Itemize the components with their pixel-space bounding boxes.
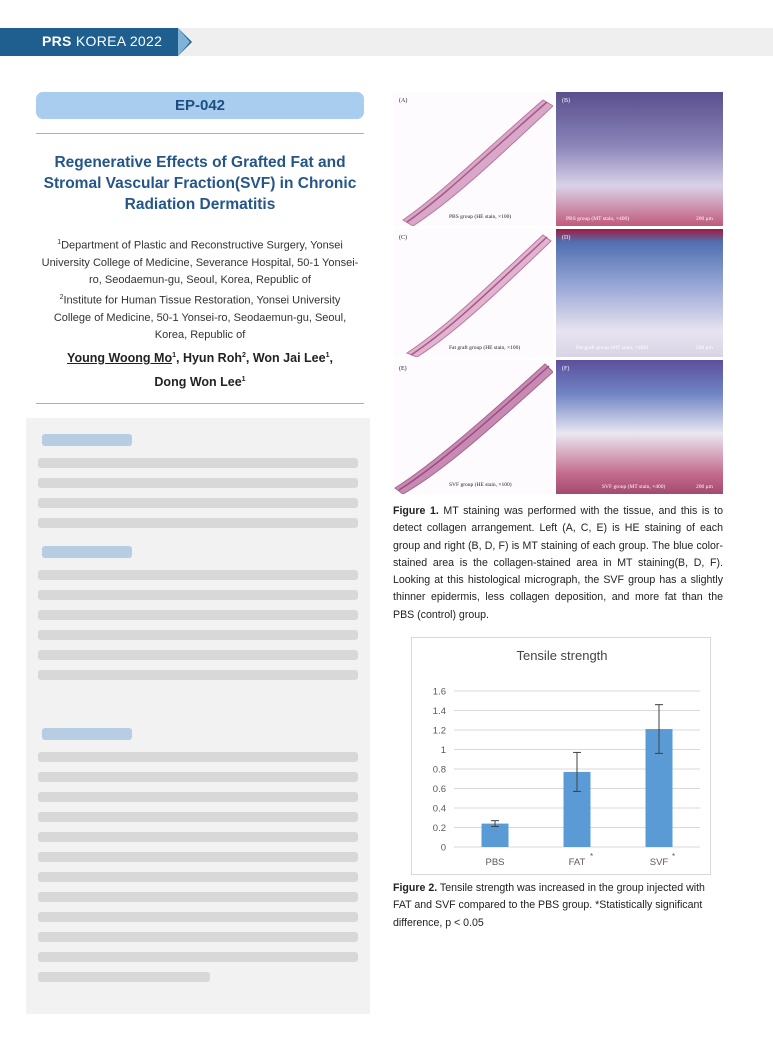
panel-caption: SVF group (HE stain, ×100)	[449, 482, 512, 488]
blurred-heading	[42, 728, 132, 740]
panel-label: (E)	[399, 366, 407, 372]
divider	[36, 133, 364, 134]
chevron-right-icon	[178, 28, 190, 56]
panel-caption: Fat graft group (MT stain, ×400)	[576, 345, 649, 351]
figure-caption-text: MT staining was performed with the tissue, and this is to detect collagen arrangement. Left (A, C, E) is HE staining of each group and right (B, D, F) is MT staining of each group. The blue color-stained area is the collagen-stained area in MT staining(B, D, F). Looking at this histological micrograph, the SVF group has a slightly thinner epidermis, less collagen deposition, and more fat than the PBS (control) group.	[393, 505, 723, 621]
tensile-strength-chart	[411, 637, 711, 875]
blurred-line	[38, 478, 358, 488]
panel-label: (D)	[562, 235, 571, 241]
panel-label: (F)	[562, 366, 570, 372]
blurred-line	[38, 872, 358, 882]
blurred-line	[38, 972, 210, 982]
blurred-line	[38, 458, 358, 468]
panel-caption: PBS group (HE stain, ×100)	[449, 214, 512, 220]
blurred-heading	[42, 434, 132, 446]
blurred-heading	[42, 546, 132, 558]
panel-caption: PBS group (MT stain, ×400)	[566, 216, 630, 222]
panel-caption: Fat graft group (HE stain, ×100)	[449, 345, 521, 351]
y-tick-label: 0.6	[432, 784, 446, 795]
affiliation-text: Institute for Human Tissue Restoration, Yonsei University College of Medicine, 50-1 Yonsei-ro, Seodaemun-gu, Seoul, Korea, Republic of	[53, 294, 347, 342]
affiliations	[40, 234, 360, 345]
panel-label: (C)	[399, 235, 407, 241]
figure-caption-text: Tensile strength was increased in the group injected with FAT and SVF compared to the PBS group. *Statistically significant difference, p < 0.05	[393, 882, 705, 929]
scale-bar-label: 200 μm	[696, 216, 713, 222]
author-sup: 1	[325, 352, 330, 359]
blurred-line	[38, 912, 358, 922]
author-name: Dong Won Lee	[154, 375, 242, 390]
blurred-line	[38, 892, 358, 902]
micrograph-panel-c	[393, 229, 553, 357]
author-name: Hyun Roh	[182, 351, 242, 366]
author-sup: 2	[241, 352, 246, 359]
abstract-title: Regenerative Effects of Grafted Fat and Stromal Vascular Fraction(SVF) in Chronic Radiation Dermatitis	[43, 154, 357, 213]
y-tick-label: 0.4	[432, 803, 446, 815]
blurred-line	[38, 498, 358, 508]
chart-title: Tensile strength	[516, 648, 608, 663]
bar	[482, 824, 509, 847]
y-tick-label: 1	[440, 745, 446, 756]
y-tick-label: 1.6	[432, 686, 446, 698]
x-tick-label: FAT	[568, 857, 586, 868]
divider	[36, 403, 364, 404]
blurred-line	[38, 610, 358, 620]
affiliation-1	[40, 234, 360, 289]
he-tissue-strip	[393, 92, 553, 226]
blurred-line	[38, 932, 358, 942]
blurred-line	[38, 590, 358, 600]
author-sup: 1	[172, 352, 176, 359]
blurred-abstract-body	[26, 418, 370, 1014]
author-sup: 1	[241, 376, 246, 384]
blurred-line	[38, 952, 358, 962]
brand-bold: PRS	[42, 33, 72, 49]
blurred-line	[38, 852, 358, 862]
abstract-code: EP-042	[36, 92, 364, 119]
significance-marker: *	[672, 852, 676, 861]
blurred-line	[38, 650, 358, 660]
y-tick-label: 1.4	[432, 706, 446, 717]
panel-label: (B)	[562, 98, 570, 104]
figure-label: Figure 2.	[393, 882, 438, 894]
panel-caption: SVF group (MT stain, ×400)	[602, 484, 666, 490]
micrograph-panel-d	[556, 229, 723, 357]
conference-brand	[42, 33, 162, 49]
x-tick-label: SVF	[649, 857, 669, 868]
figure-1-micrographs	[393, 92, 723, 494]
affiliation-sup: 1	[57, 239, 62, 246]
author-list: Young Woong Mo$^1$, Hyun Roh$^2$, Won Jai Lee$^1$, Dong Won Lee$^1$	[67, 351, 333, 390]
y-tick-label: 1.2	[432, 725, 446, 737]
author-name: Young Woong Mo	[67, 351, 173, 366]
significance-marker: *	[590, 852, 594, 861]
panel-label: (A)	[399, 98, 408, 104]
affiliation-2	[40, 289, 360, 344]
blurred-line	[38, 570, 358, 580]
affiliation-sup: 2	[59, 294, 64, 302]
micrograph-panel-a	[393, 92, 553, 226]
blurred-line	[38, 812, 358, 822]
blurred-line	[38, 518, 358, 528]
scale-bar-label: 200 μm	[696, 484, 713, 490]
micrograph-panel-b	[556, 92, 723, 226]
micrograph-panel-f	[556, 360, 723, 494]
author-name: Won Jai Lee	[252, 351, 326, 366]
blurred-line	[38, 630, 358, 640]
affiliation-text: Department of Plastic and Reconstructive Surgery, Yonsei University College of Medicine, Severance Hospital, 50-1 Yonsei-ro, Seodaemun-gu, Seoul, Korea, Republic of	[41, 239, 359, 287]
chart-plot	[412, 638, 712, 876]
blurred-line	[38, 772, 358, 782]
figure-2-caption	[393, 880, 723, 932]
blurred-line	[38, 792, 358, 802]
figure-label: Figure 1.	[393, 505, 439, 517]
scale-bar-label: 200 μm	[696, 345, 713, 351]
blurred-line	[38, 752, 358, 762]
y-tick-label: 0.2	[432, 823, 446, 834]
x-tick-label: PBS	[485, 857, 505, 868]
he-tissue-strip	[393, 229, 553, 357]
blurred-line	[38, 832, 358, 842]
figure-1-caption	[393, 503, 723, 624]
blurred-line	[38, 670, 358, 680]
y-tick-label: 0.8	[432, 764, 446, 776]
micrograph-panel-e	[393, 360, 553, 494]
he-tissue-strip	[393, 360, 553, 494]
y-tick-label: 0	[440, 842, 446, 854]
brand-rest: KOREA 2022	[75, 33, 163, 49]
